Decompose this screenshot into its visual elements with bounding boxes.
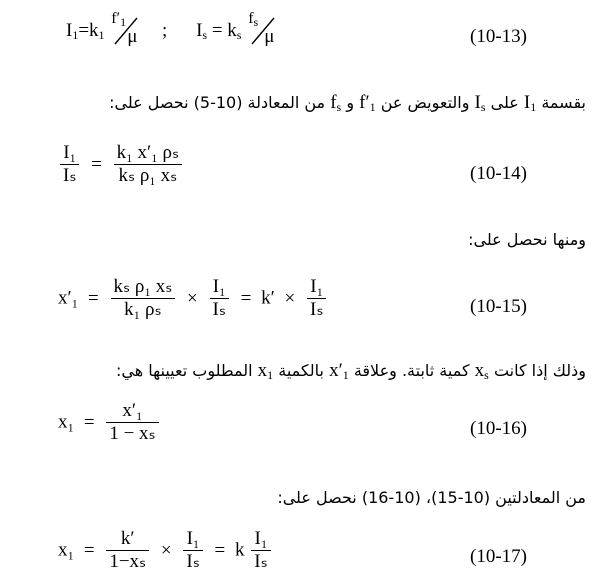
paragraph-relation: وذلك إذا كانت $x_s$ كمية ثابتة. وعلاقة $x'_1$ بالكمية $x_1$ المطلوب تعيينها هي:	[116, 360, 586, 382]
equation-number-10-15: (10-15)	[470, 296, 527, 317]
equation-10-15: x′₁ = $\frac{\text{kₛ ρ₁ xₛ}}{\text{k₁ ρₛ}}$ × $\frac{\text{I₁}}{\text{Iₛ}}$ = k′ × $\frac{\text{I₁}}{\text{Iₛ}}$	[58, 276, 328, 321]
paragraph-thus: ومنها نحصل على:	[468, 230, 586, 249]
eq16-fraction: $\frac{\text{x′₁}}{\text{1 − xₛ}}$	[106, 400, 158, 445]
eq14-rhs-fraction: $\frac{\text{k₁ x′₁ ρₛ}}{\text{kₛ ρ₁ xₛ}}$	[114, 142, 182, 187]
equation-10-17: x₁ = $\frac{k'}{\text{1−xₛ}}$ × $\frac{\text{I₁}}{\text{Iₛ}}$ = k $\frac{\text{I₁}}{\text{Iₛ}}$	[58, 528, 273, 573]
eq13-is: $I_s$	[196, 19, 208, 42]
fraction-slash-icon	[246, 12, 280, 48]
eq13-separator: ;	[162, 20, 168, 41]
equation-number-10-14: (10-14)	[470, 163, 527, 184]
eq13-f1-over-mu: $f'_1$ μ	[109, 16, 143, 46]
eq13-k1: $k_1$	[89, 19, 105, 42]
equation-number-10-16: (10-16)	[470, 418, 527, 439]
paragraph-substitution: بقسمة $I_1$ على $I_s$ والتعويض عن $f'_1$ و $f_s$ من المعادلة (10-5) نحصل على:	[109, 92, 586, 114]
eq17-fraction-3: $\frac{\text{I₁}}{\text{Iₛ}}$	[251, 528, 270, 573]
eq15-fraction-1: $\frac{\text{kₛ ρ₁ xₛ}}{\text{k₁ ρₛ}}$	[111, 276, 176, 321]
eq13-fs-over-mu: $f_s$ μ	[246, 16, 280, 46]
equation-10-16: x₁ = $\frac{\text{x′₁}}{\text{1 − xₛ}}$	[58, 400, 161, 445]
equation-number-10-13: (10-13)	[470, 26, 527, 47]
equation-10-13: $I_1=k_1$ $f'_1$ μ ; $I_s = k_s$ $f_s$ μ	[66, 16, 280, 46]
paragraph-from-equations: من المعادلتين (10-15)، (10-16) نحصل على:	[277, 488, 586, 507]
eq13-ks: $k_s$	[227, 19, 242, 42]
equation-number-10-17: (10-17)	[470, 546, 527, 567]
eq15-fraction-2: $\frac{\text{I₁}}{\text{Iₛ}}$	[210, 276, 229, 321]
eq15-fraction-3: $\frac{\text{I₁}}{\text{Iₛ}}$	[307, 276, 326, 321]
fraction-slash-icon	[109, 12, 143, 48]
eq17-fraction-1: $\frac{k'}{\text{1−xₛ}}$	[106, 528, 149, 573]
eq17-fraction-2: $\frac{\text{I₁}}{\text{Iₛ}}$	[183, 528, 202, 573]
equation-10-14: $\frac{\text{I₁}}{\text{Iₛ}}$ = $\frac{\text{k₁ x′₁ ρₛ}}{\text{kₛ ρ₁ xₛ}}$	[58, 142, 184, 187]
eq14-lhs-fraction: $\frac{\text{I₁}}{\text{Iₛ}}$	[60, 142, 79, 187]
eq13-i1: $I_1$	[66, 19, 79, 42]
